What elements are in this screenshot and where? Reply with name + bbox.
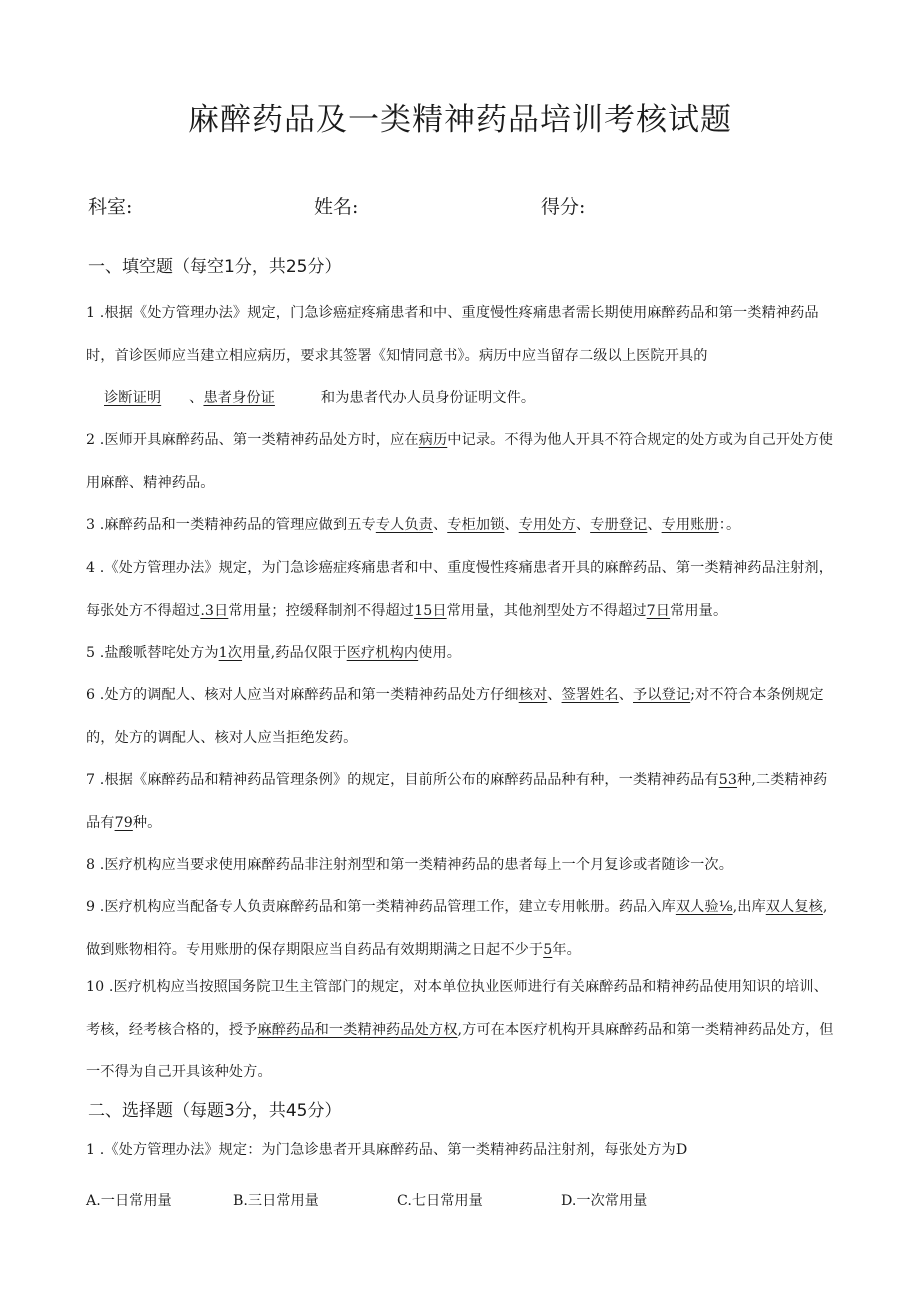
question-6 [86, 674, 838, 759]
q5-answer-2: 医疗机构内 [346, 645, 419, 661]
q4-text-2: 常用量；控缓释制剂不得超过 [228, 602, 415, 619]
q6-text: 6 .处方的调配人、核对人应当对麻醉药品和第一类精神药品处方仔细 [86, 687, 519, 703]
q3-answer-3: 专用处方 [518, 517, 576, 533]
q4-text-3: 常用量，其他剂型处方不得超过 [446, 602, 647, 619]
q9-answer-2: 双人复核 [765, 899, 823, 915]
q6-sep-1: 、 [547, 687, 562, 703]
q10-answer-1: 麻醉药品和一类精神药品处方权 [257, 1021, 458, 1038]
q7-answer-1: 53 [718, 772, 737, 788]
q5-text-2: 用量,药品仅限于 [242, 645, 347, 661]
q10-text-end: ,方可在本医疗机构开具麻醉药品和第一类精神药品处方，但一不得为自己开具该种处方。 [86, 1021, 834, 1080]
q1-sep: 、 [189, 390, 204, 406]
section-heading-fill-blank: 一、填空题（每空1分，共25分） [88, 257, 342, 277]
q7-text: 7 .根据《麻醉药品和精神药品管理条例》的规定，目前所公布的麻醉药品品种有种，一类精神药品有 [86, 772, 719, 788]
q1-answer-2: 患者身份证 [203, 390, 275, 406]
q1-text-end: 和为患者代办人员身份证明文件。 [320, 390, 536, 406]
section-heading-multiple-choice: 二、选择题（每题3分，共45分） [88, 1101, 342, 1121]
question-1 [86, 292, 838, 420]
q8-text: 8 .医疗机构应当要求使用麻醉药品非注射剂型和第一类精神药品的患者每上一个月复诊或者随诊一次。 [86, 857, 733, 873]
q1-answer-1: 诊断证明 [104, 390, 162, 406]
question-2 [86, 419, 838, 504]
mc1-text: 1 .《处方管理办法》规定：为门急诊患者开具麻醉药品、第一类精神药品注射剂，每张处方为D [86, 1142, 688, 1158]
q3-sep-2: 、 [504, 517, 519, 533]
q6-answer-1: 核对 [518, 687, 548, 703]
q6-sep-2: 、 [618, 687, 634, 703]
q1-text: 1 .根据《处方管理办法》规定，门急诊癌症疼痛患者和中、重度慢性疼痛患者需长期使用麻醉药品和第一类精神药品时，首诊医师应当建立相应病历，要求其签署《知情同意书》。病历中应当留存二级以上医院开具的 [86, 305, 819, 364]
q9-answer-3: 5 [543, 941, 553, 958]
q5-text-end: 使用。 [418, 645, 462, 661]
question-7 [86, 759, 838, 844]
q4-answer-3: 7日 [646, 602, 671, 619]
page-title: 麻醉药品及一类精神药品培训考核试题 [188, 102, 732, 138]
q4-text-end: 常用量。 [670, 602, 728, 619]
q4-answer-2: 15日 [414, 602, 447, 619]
q7-text-2: 种,二类精神药品有 [86, 772, 828, 831]
q7-text-end: 种。 [132, 814, 162, 831]
q2-answer-1: 病历 [418, 432, 448, 448]
q3-text: 3 .麻醉药品和一类精神药品的管理应做到五专 [86, 517, 376, 533]
q3-text-end: ：。 [718, 517, 741, 533]
q4-text: 4 .《处方管理办法》规定，为门急诊癌症疼痛患者和中、重度慢性疼痛患者开具的麻醉药品、第一类精神药品注射剂，每张处方不得超过 [86, 560, 834, 619]
q4-answer-1: .3日 [200, 602, 229, 619]
dept-label: 科室: [88, 196, 133, 218]
mc1-option-d: D.一次常用量 [561, 1193, 648, 1209]
q2-text-end: 中记录。不得为他人开具不符合规定的处方或为自己开处方使用麻醉、精神药品。 [86, 432, 834, 491]
mc1-option-b: B.三日常用量 [233, 1193, 319, 1209]
q6-answer-3: 予以登记 [633, 687, 691, 703]
q5-text: 5 .盐酸哌替咤处方为 [86, 645, 219, 661]
question-10 [86, 966, 838, 1094]
q6-text-end: ;对不符合本条例规定的，处方的调配人、核对人应当拒绝发药。 [86, 687, 824, 746]
mc1-option-c: C.七日常用量 [397, 1193, 483, 1209]
q3-answer-5: 专用账册 [661, 517, 719, 533]
mc-question-1 [86, 1129, 838, 1172]
q9-text-3: ,做到账物相符。专用账册的保存期限应当自药品有效期期满之日起不少于 [86, 899, 828, 958]
q3-answer-2: 专柜加锁 [447, 517, 505, 533]
q9-text: 9 .医疗机构应当配备专人负责麻醉药品和第一类精神药品管理工作，建立专用帐册。药品入库 [86, 899, 676, 915]
question-5 [86, 632, 838, 675]
q5-answer-1: 1次 [218, 645, 243, 661]
q3-answer-1: 专人负责 [375, 517, 433, 533]
question-9 [86, 886, 838, 971]
q3-sep-3: 、 [575, 517, 591, 533]
mc1-option-a: A.一日常用量 [86, 1193, 172, 1209]
q3-sep-4: 、 [647, 517, 662, 533]
q9-text-2: ,出库 [732, 899, 766, 915]
q3-answer-4: 专册登记 [590, 517, 648, 533]
question-3 [86, 504, 838, 547]
score-label: 得分: [541, 196, 586, 218]
q7-answer-2: 79 [114, 814, 133, 831]
q10-text: 10 .医疗机构应当按照国务院卫生主管部门的规定，对本单位执业医师进行有关麻醉药品和精神药品使用知识的培训、考核，经考核合格的，授予 [86, 979, 828, 1038]
q3-sep-1: 、 [432, 517, 448, 533]
question-8 [86, 844, 838, 887]
name-label: 姓名: [314, 196, 359, 218]
q2-text: 2 .医师开具麻醉药品、第一类精神药品处方时，应在 [86, 432, 419, 448]
q6-answer-2: 签署姓名 [561, 687, 619, 703]
q9-text-end: 年。 [552, 941, 581, 958]
q9-answer-1: 双人验⅛ [675, 899, 733, 915]
question-4 [86, 547, 838, 632]
